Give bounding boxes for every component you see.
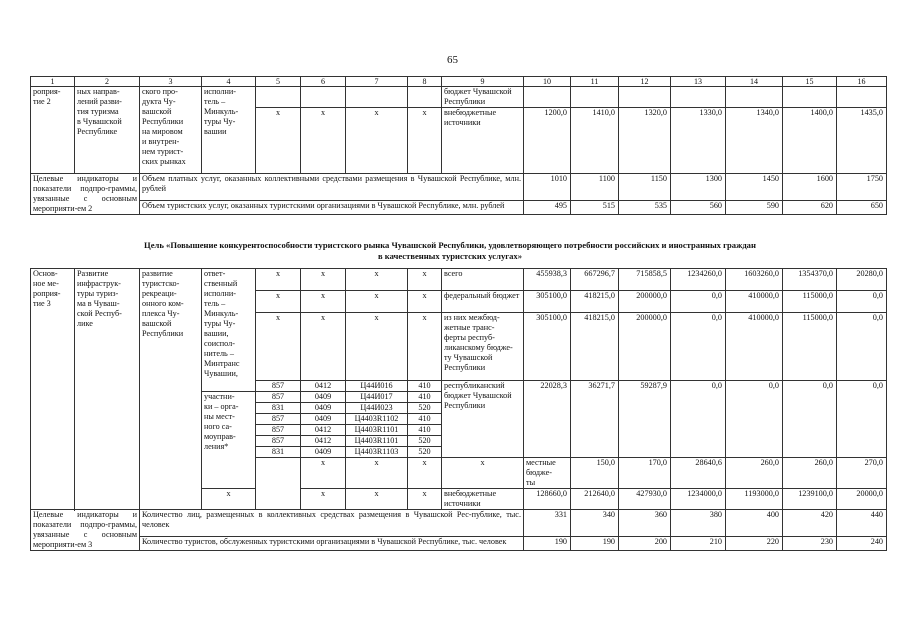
value-cell: 220 (726, 536, 783, 550)
column-number-cell: 5 (256, 77, 301, 87)
value-cell: 0,0 (837, 291, 887, 313)
budget-code-cell: Ц44И023 (346, 403, 408, 414)
code-cell: x (301, 313, 346, 381)
code-cell: x (408, 313, 442, 381)
value-cell: 620 (783, 200, 837, 214)
column-number-cell: 6 (301, 77, 346, 87)
budget-code-cell: 0412 (301, 381, 346, 392)
value-cell: 410000,0 (726, 313, 783, 381)
value-cell: 1234000,0 (671, 489, 726, 510)
value-cell: 418215,0 (571, 313, 619, 381)
column-number-row (31, 77, 887, 87)
program-table-part2 (30, 268, 887, 551)
task-cell: развитие туристско- рекреаци- онного ком- плекса Чу- вашской Республики (140, 269, 202, 510)
code-cell: x (202, 489, 256, 510)
page-number: 65 (447, 54, 458, 66)
value-cell: 1435,0 (837, 108, 887, 174)
column-number-cell: 12 (619, 77, 671, 87)
event-name-cell: Развитие инфраструк- туры туриз- ма в Чуваш- ской Респуб- лике (75, 269, 140, 510)
value-cell: 1010 (524, 174, 571, 201)
budget-code-cell: 0412 (301, 425, 346, 436)
column-number-cell: 13 (671, 77, 726, 87)
funding-source-cell: из них межбюд- жетные транс- ферты респуб- ликанскому бюдже- ту Чувашской Республики (442, 313, 524, 381)
budget-code-cell: 831 (256, 447, 301, 458)
value-cell: 200000,0 (619, 313, 671, 381)
value-cell: 1234260,0 (671, 269, 726, 291)
code-cell: x (256, 269, 301, 291)
funding-source-cell: республиканский бюджет Чувашской Республики (442, 381, 524, 458)
value-cell: 190 (571, 536, 619, 550)
column-number-cell: 16 (837, 77, 887, 87)
budget-code-cell: 520 (408, 436, 442, 447)
event-name-cell: ных направ- лений разви- тия туризма в Чувашской Республике (75, 87, 140, 174)
value-cell: 590 (726, 200, 783, 214)
code-cell: x (346, 291, 408, 313)
column-number-cell: 2 (75, 77, 140, 87)
column-number-cell: 15 (783, 77, 837, 87)
indicator-label-cell: Целевые индикаторы и показатели подпро-граммы, увязанные с основным мероприяти-ем 2 (31, 174, 140, 215)
budget-code-cell: 410 (408, 381, 442, 392)
value-cell: 0,0 (837, 313, 887, 381)
value-cell: 115000,0 (783, 291, 837, 313)
funding-source-cell: федеральный бюджет (442, 291, 524, 313)
code-cell: x (301, 458, 346, 489)
value-cell: 22028,3 (524, 381, 571, 458)
budget-code-cell: 0412 (301, 436, 346, 447)
value-cell: 305100,0 (524, 313, 571, 381)
column-number-cell: 11 (571, 77, 619, 87)
value-cell: 1100 (571, 174, 619, 201)
value-cell: 515 (571, 200, 619, 214)
budget-code-cell: 857 (256, 392, 301, 403)
value-cell: 305100,0 (524, 291, 571, 313)
column-number-cell: 10 (524, 77, 571, 87)
value-cell: 240 (837, 536, 887, 550)
value-cell: 360 (619, 510, 671, 537)
executor-cell: ответ- ственный исполни- тель – Минкуль- туры Чу- вашии, соиспол- нитель – Минтранс Чувашии, (202, 269, 256, 392)
budget-code-cell: 857 (256, 414, 301, 425)
value-cell: 1450 (726, 174, 783, 201)
participants-cell: участни- ки – орга- ны мест- ного са- моуправ- ления* (202, 392, 256, 489)
value-cell: 150,0 (571, 458, 619, 489)
indicator-row (31, 174, 887, 201)
value-cell: 440 (837, 510, 887, 537)
value-cell: 1400,0 (783, 108, 837, 174)
event-number-cell: Основ- ное ме- роприя- тие 3 (31, 269, 75, 510)
value-cell: 0,0 (783, 381, 837, 458)
budget-code-cell: 410 (408, 414, 442, 425)
value-cell: 0,0 (671, 381, 726, 458)
budget-code-cell: Ц4403R1101 (346, 436, 408, 447)
value-cell: 1410,0 (571, 108, 619, 174)
value-cell: 200 (619, 536, 671, 550)
value-cell: 1300 (671, 174, 726, 201)
budget-code-cell: 520 (408, 447, 442, 458)
value-cell: 1200,0 (524, 108, 571, 174)
column-number-cell: 3 (140, 77, 202, 87)
value-cell: 59287,9 (619, 381, 671, 458)
budget-code-cell: 0409 (301, 392, 346, 403)
code-cell: x (346, 313, 408, 381)
value-cell: 270,0 (837, 458, 887, 489)
value-cell: 36271,7 (571, 381, 619, 458)
indicator-row (31, 200, 887, 214)
indicator-text-cell: Объем платных услуг, оказанных коллективными средствами размещения в Чувашской Республике, млн. рублей (140, 174, 524, 201)
budget-code-cell: 0409 (301, 414, 346, 425)
value-cell: 1340,0 (726, 108, 783, 174)
program-table-part1 (30, 76, 887, 215)
code-cell: x (301, 489, 346, 510)
value-cell: 1150 (619, 174, 671, 201)
value-cell: 418215,0 (571, 291, 619, 313)
column-number-cell: 9 (442, 77, 524, 87)
table-row (31, 269, 887, 291)
funding-source-cell: внебюджетные источники (442, 108, 524, 174)
budget-code-cell: 831 (256, 403, 301, 414)
value-cell: 455938,3 (524, 269, 571, 291)
value-cell: 340 (571, 510, 619, 537)
value-cell: 420 (783, 510, 837, 537)
value-cell: 1239100,0 (783, 489, 837, 510)
table-row: x x x x внебюджетные источники 1200,0 1410,0 1320,0 1330,0 1340,0 1400,0 1435,0 (31, 108, 887, 174)
value-cell: 115000,0 (783, 313, 837, 381)
indicator-label-cell: Целевые индикаторы и показатели подпро-граммы, увязанные с основным мероприяти-ем 3 (31, 510, 140, 551)
value-cell: 128660,0 (524, 489, 571, 510)
code-cell: x (346, 489, 408, 510)
value-cell: 1600 (783, 174, 837, 201)
budget-code-cell: 520 (408, 403, 442, 414)
value-cell: 427930,0 (619, 489, 671, 510)
column-number-cell: 7 (346, 77, 408, 87)
value-cell: 331 (524, 510, 571, 537)
value-cell: 1354370,0 (783, 269, 837, 291)
value-cell: 650 (837, 200, 887, 214)
value-cell: 1750 (837, 174, 887, 201)
budget-code-cell: 410 (408, 392, 442, 403)
value-cell: 667296,7 (571, 269, 619, 291)
value-cell: 210 (671, 536, 726, 550)
indicator-text-cell: Количество лиц, размещенных в коллективных средствах размещения в Чувашской Рес-публике, тыс. человек (140, 510, 524, 537)
value-cell: 170,0 (619, 458, 671, 489)
funding-source-cell: всего (442, 269, 524, 291)
value-cell: 230 (783, 536, 837, 550)
column-number-cell: 14 (726, 77, 783, 87)
code-cell: x (408, 291, 442, 313)
value-cell: 190 (524, 536, 571, 550)
budget-code-cell: 410 (408, 425, 442, 436)
value-cell: 495 (524, 200, 571, 214)
value-cell: 200000,0 (619, 291, 671, 313)
executor-cell: исполни- тель – Минкуль- туры Чу- вашии (202, 87, 256, 174)
code-cell: x (256, 291, 301, 313)
code-cell: x (442, 458, 524, 489)
value-cell: 1193000,0 (726, 489, 783, 510)
executor-cell (256, 458, 301, 510)
task-cell: ского про- дукта Чу- вашской Республики на мировом и внутрен- нем турист- ских рынках (140, 87, 202, 174)
indicator-text-cell: Количество туристов, обслуженных туристскими организациями в Чувашской Республике, тыс. человек (140, 536, 524, 550)
budget-code-cell: Ц4403R1103 (346, 447, 408, 458)
value-cell: 0,0 (671, 291, 726, 313)
value-cell: 380 (671, 510, 726, 537)
value-cell: 260,0 (726, 458, 783, 489)
budget-code-cell: 857 (256, 436, 301, 447)
value-cell: 260,0 (783, 458, 837, 489)
value-cell: 535 (619, 200, 671, 214)
value-cell: 560 (671, 200, 726, 214)
value-cell: 715858,5 (619, 269, 671, 291)
value-cell: 0,0 (837, 381, 887, 458)
budget-code-cell: Ц44И016 (346, 381, 408, 392)
budget-code-cell: Ц44И017 (346, 392, 408, 403)
code-cell: x (408, 269, 442, 291)
code-cell: x (408, 489, 442, 510)
code-cell: x (346, 269, 408, 291)
budget-code-cell: 0409 (301, 403, 346, 414)
value-cell: 20000,0 (837, 489, 887, 510)
value-cell: 0,0 (671, 313, 726, 381)
funding-source-cell: бюджет Чувашской Республики (442, 87, 524, 108)
indicator-row (31, 536, 887, 550)
funding-source-cell: местные бюдже- ты (524, 458, 571, 489)
code-cell: x (346, 458, 408, 489)
budget-code-cell: Ц4403R1101 (346, 425, 408, 436)
funding-source-cell: внебюджетные источники (442, 489, 524, 510)
value-cell: 0,0 (726, 381, 783, 458)
value-cell: 212640,0 (571, 489, 619, 510)
value-cell: 1603260,0 (726, 269, 783, 291)
value-cell: 400 (726, 510, 783, 537)
budget-code-cell: 857 (256, 381, 301, 392)
code-cell: x (256, 313, 301, 381)
value-cell: 20280,0 (837, 269, 887, 291)
budget-code-cell: 0409 (301, 447, 346, 458)
code-cell: x (408, 458, 442, 489)
column-number-cell: 1 (31, 77, 75, 87)
budget-code-cell: 857 (256, 425, 301, 436)
value-cell: 1330,0 (671, 108, 726, 174)
event-number-cell: роприя- тие 2 (31, 87, 75, 174)
column-number-cell: 8 (408, 77, 442, 87)
code-cell: x (301, 269, 346, 291)
indicator-text-cell: Объем туристских услуг, оказанных туристскими организациями в Чувашской Республике, млн. рублей (140, 200, 524, 214)
value-cell: 28640,6 (671, 458, 726, 489)
column-number-cell: 4 (202, 77, 256, 87)
value-cell: 1320,0 (619, 108, 671, 174)
code-cell: x (301, 291, 346, 313)
budget-code-cell: Ц4403R1102 (346, 414, 408, 425)
value-cell: 410000,0 (726, 291, 783, 313)
goal-heading: Цель «Повышение конкурентоспособности туристского рынка Чувашской Республики, удовлетворяющего потребности российских и иностранных граждан в качественных туристских услугах» (144, 240, 756, 261)
table-row (31, 87, 887, 108)
indicator-row (31, 510, 887, 537)
